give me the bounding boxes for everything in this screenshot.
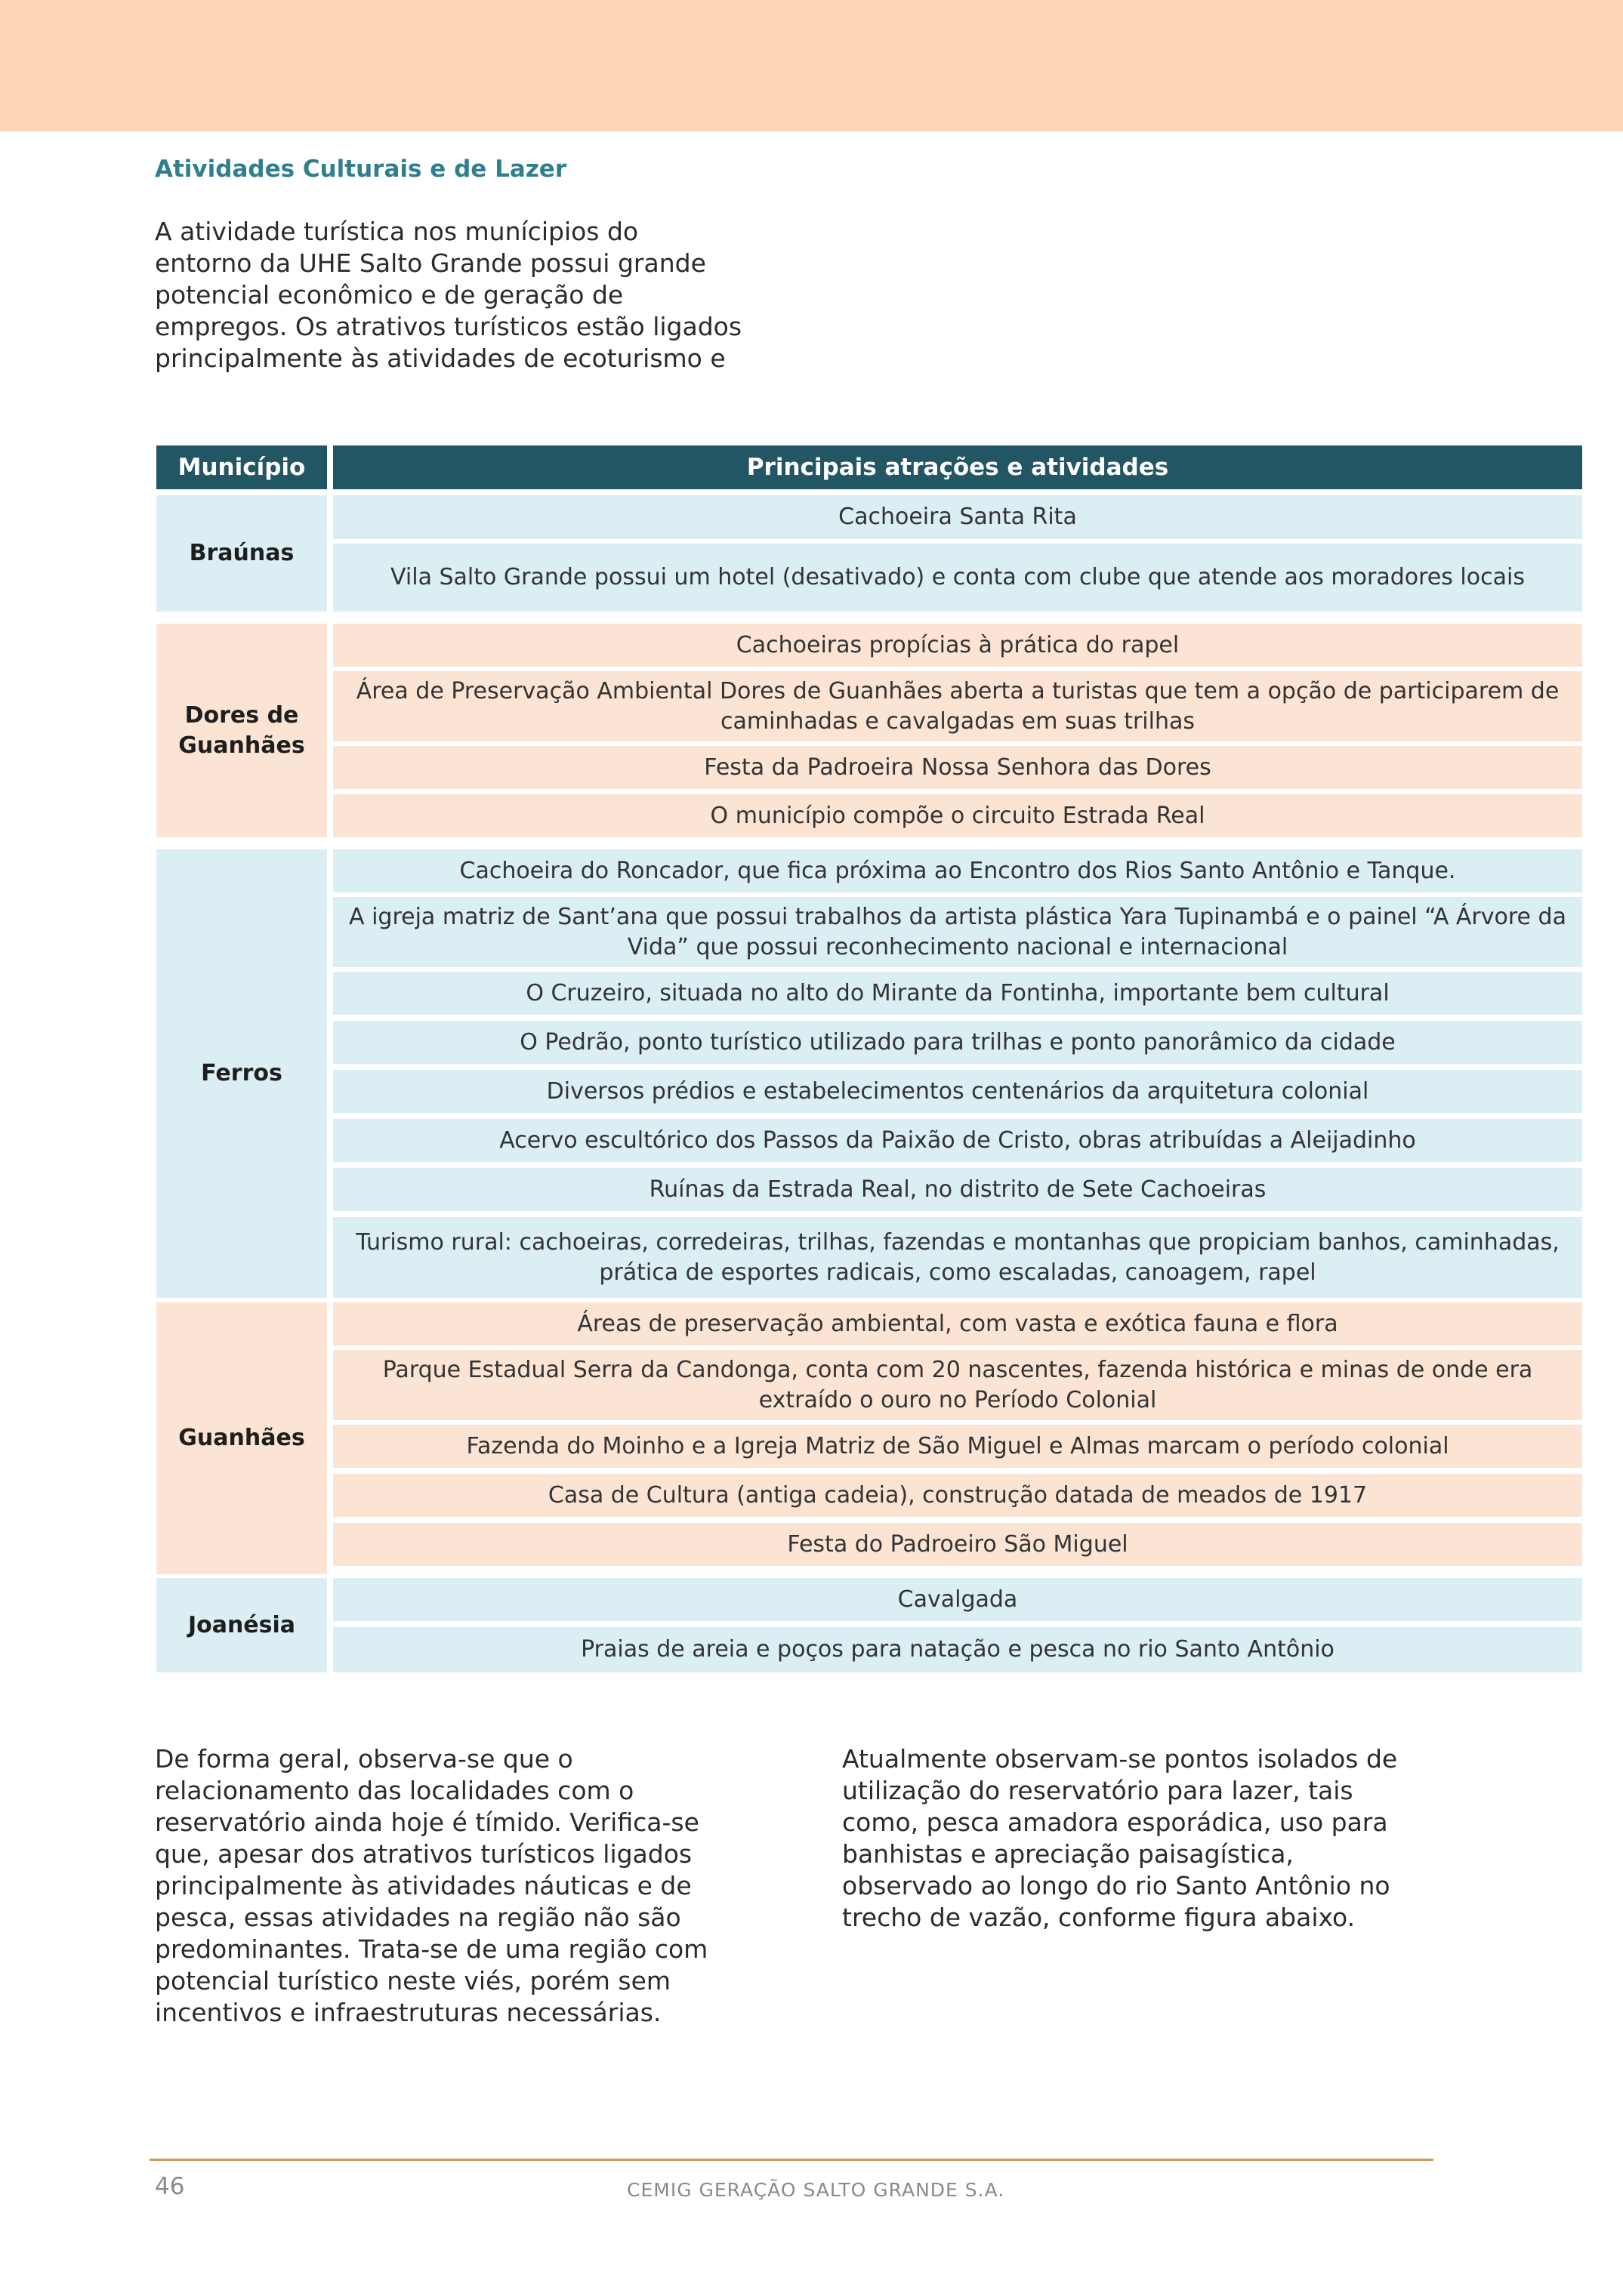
section-title: Atividades Culturais e de Lazer [155,156,567,183]
table-cell: Ruínas da Estrada Real, no distrito de Sete Cachoeiras [333,1168,1582,1211]
table-cell: O Pedrão, ponto turístico utilizado para trilhas e ponto panorâmico da cidade [333,1021,1582,1064]
paragraph-line: Atualmente observam-se pontos isolados de [842,1744,1398,1774]
paragraph-line: observado ao longo do rio Santo Antônio no [842,1871,1390,1900]
intro-line: empregos. Os atrativos turísticos estão ligados [155,312,742,341]
paragraph-line: como, pesca amadora esporádica, uso para [842,1808,1388,1837]
table-cell: Turismo rural: cachoeiras, corredeiras, trilhas, fazendas e montanhas que propiciam banhos, caminhadas, prática de esportes radicais, como escaladas, canoagem, rapel [333,1217,1582,1298]
municipio-dores-de-guanhaes: Dores de Guanhães [156,624,327,837]
paragraph-line: principalmente às atividades náuticas e de [155,1871,692,1900]
table-cell: Acervo escultórico dos Passos da Paixão de Cristo, obras atribuídas a Aleijadinho [333,1119,1582,1162]
intro-line: potencial econômico e de geração de [155,280,624,310]
header-band [0,0,1623,131]
table-cell: Diversos prédios e estabelecimentos centenários da arquitetura colonial [333,1070,1582,1113]
table-cell: Área de Preservação Ambiental Dores de Guanhães aberta a turistas que tem a opção de participarem de caminhadas e cavalgadas em suas trilhas [333,671,1582,741]
table-cell: O município compõe o circuito Estrada Real [333,794,1582,837]
municipio-joanesia: Joanésia [156,1578,327,1672]
table-cell: Festa da Padroeira Nossa Senhora das Dores [333,746,1582,789]
municipio-braunas: Braúnas [156,495,327,612]
table-cell: Fazenda do Moinho e a Igreja Matriz de São Miguel e Almas marcam o período colonial [333,1425,1582,1468]
paragraph-line: que, apesar dos atrativos turísticos ligados [155,1839,693,1869]
page-number: 46 [155,2173,185,2200]
paragraph-line: utilização do reservatório para lazer, tais [842,1776,1353,1805]
paragraph-line: De forma geral, observa-se que o [155,1744,573,1774]
paragraph-line: pesca, essas atividades na região não são [155,1903,681,1932]
table-cell: Parque Estadual Serra da Candonga, conta com 20 nascentes, fazenda histórica e minas de onde era extraído o ouro no Período Colonial [333,1350,1582,1420]
paragraph-line: banhistas e apreciação paisagística, [842,1839,1294,1869]
intro-line: principalmente às atividades de ecoturismo e [155,344,726,373]
paragraph-line: reservatório ainda hoje é tímido. Verifica-se [155,1808,699,1837]
paragraph-line: trecho de vazão, conforme figura abaixo. [842,1903,1356,1932]
table-cell: Praias de areia e poços para natação e pesca no rio Santo Antônio [333,1627,1582,1672]
municipio-guanhaes: Guanhães [156,1302,327,1574]
table-cell: A igreja matriz de Sant’ana que possui trabalhos da artista plástica Yara Tupinambá e o painel “A Árvore da Vida” que possui reconhecimento nacional e internacional [333,897,1582,967]
intro-paragraph [155,216,759,374]
table-cell: Cachoeiras propícias à prática do rapel [333,624,1582,667]
intro-line: A atividade turística nos munícipios do [155,217,639,246]
municipio-ferros: Ferros [156,849,327,1298]
header-atracoes: Principais atrações e atividades [333,445,1582,489]
table-cell: O Cruzeiro, situada no alto do Mirante da Fontinha, importante bem cultural [333,972,1582,1015]
intro-line: entorno da UHE Salto Grande possui grande [155,248,706,278]
table-cell: Cachoeira Santa Rita [333,495,1582,539]
table-cell: Cachoeira do Roncador, que fica próxima ao Encontro dos Rios Santo Antônio e Tanque. [333,849,1582,892]
paragraph-line: relacionamento das localidades com o [155,1776,634,1805]
paragraph-line: potencial turístico neste viés, porém sem [155,1966,671,1996]
footer-company: CEMIG GERAÇÃO SALTO GRANDE S.A. [627,2179,1005,2201]
footer-divider [150,2159,1433,2161]
table-cell: Festa do Padroeiro São Miguel [333,1523,1582,1566]
paragraph-line: incentivos e infraestruturas necessárias. [155,1998,662,2027]
table-cell: Vila Salto Grande possui um hotel (desativado) e conta com clube que atende aos moradores locais [333,544,1582,612]
header-municipio: Município [156,445,327,489]
paragraph-left [155,1743,759,2029]
table-cell: Cavalgada [333,1578,1582,1621]
paragraph-right [842,1743,1446,1934]
table-cell: Áreas de preservação ambiental, com vasta e exótica fauna e flora [333,1302,1582,1345]
table-cell: Casa de Cultura (antiga cadeia), construção datada de meados de 1917 [333,1474,1582,1517]
paragraph-line: predominantes. Trata-se de uma região com [155,1934,708,1964]
